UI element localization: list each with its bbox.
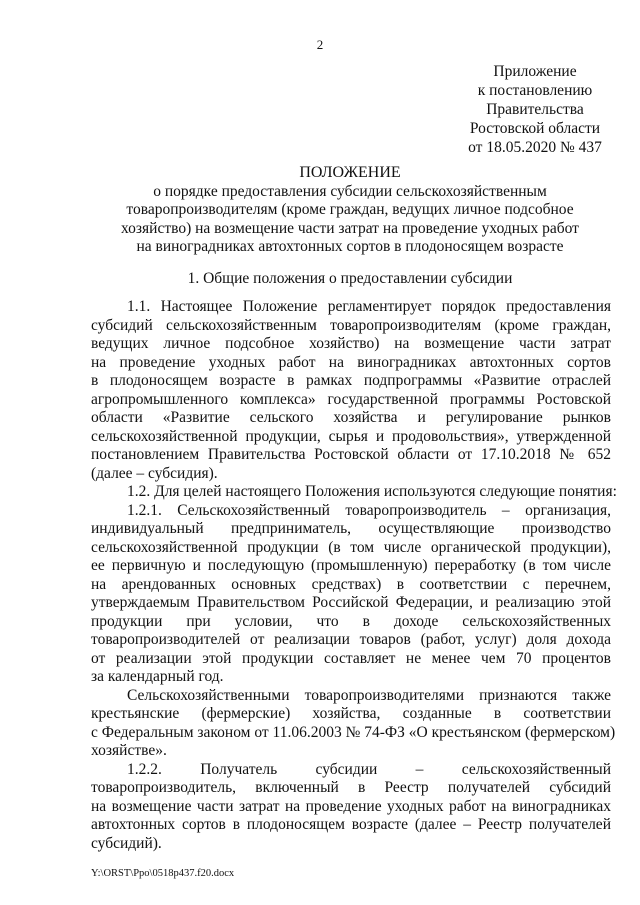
text-line: индивидуальный предприниматель, осуществляющие производство <box>91 520 611 537</box>
document-subtitle-line: о порядке предоставления субсидии сельскохозяйственным <box>153 182 547 200</box>
document-title-block <box>0 164 640 257</box>
appendix-line: Правительства <box>486 101 584 118</box>
appendix-line: Ростовской области <box>469 120 601 137</box>
appendix-line: от 18.05.2020 № 437 <box>468 139 602 156</box>
page-number: 2 <box>316 37 324 52</box>
text-line: (далее – субсидия). <box>91 464 218 482</box>
document-subtitle-line: на виноградниках автохтонных сортов в плодоносящем возрасте <box>136 238 564 255</box>
text-line: ведущих личное подсобное хозяйство) на возмещение части затрат <box>91 335 611 352</box>
appendix-block <box>440 62 630 157</box>
document-subtitle-line: хозяйство) на возмещение части затрат на проведение уходных работ <box>121 219 579 237</box>
text-line: на проведение уходных работ на виноградниках автохтонных сортов <box>91 353 611 371</box>
text-line: 1.2.1. Сельскохозяйственный товаропроизводитель – организация, <box>127 501 611 519</box>
text-line: крестьянские (фермерские) хозяйства, созданные в соответствии <box>91 705 611 722</box>
text-line: 1.1. Настоящее Положение регламентирует порядок предоставления <box>127 298 611 315</box>
text-line: субсидий). <box>91 834 162 852</box>
text-line: товаропроизводителей от реализации товаров (работ, услуг) доля дохода <box>91 631 611 648</box>
text-line: с Федеральным законом от 11.06.2003 № 74-ФЗ «О крестьянском (фермерском) <box>91 723 616 741</box>
text-line: субсидий сельскохозяйственным товаропроизводителям (кроме граждан, <box>91 316 611 334</box>
body-text <box>91 298 617 853</box>
text-line: 1.2.2. Получатель субсидии – сельскохозяйственный <box>127 760 611 778</box>
text-line: хозяйстве». <box>91 742 167 759</box>
text-line: сельскохозяйственной продукции, сырья и продовольствия», утвержденной <box>91 427 611 445</box>
text-line: области «Развитие сельского хозяйства и регулирование рынков <box>91 409 611 426</box>
text-line: продукции при условии, что в доходе сельскохозяйственных <box>91 612 611 630</box>
file-path-footer: Y:\ORST\Ppo\0518p437.f20.docx <box>91 868 235 879</box>
section-heading: 1. Общие положения о предоставлении субсидии <box>187 270 513 287</box>
text-line: сельскохозяйственной продукции (в том числе органической продукции), <box>91 538 611 556</box>
text-line: автохтонных сортов в плодоносящем возрасте (далее – Реестр получателей <box>91 816 611 833</box>
text-line: на арендованных основных средствах) в соответствии с перечнем, <box>91 575 611 593</box>
appendix-line: Приложение <box>493 63 577 80</box>
text-line: постановлением Правительства Ростовской области от 17.10.2018 № 652 <box>91 446 611 463</box>
text-line: агропромышленного комплекса» государственной программы Ростовской <box>91 390 611 408</box>
text-line: от реализации этой продукции составляет не менее чем 70 процентов <box>91 649 611 667</box>
text-line: 1.2. Для целей настоящего Положения используются следующие понятия: <box>127 483 617 500</box>
text-line: ее первичную и последующую (промышленную) переработку (в том числе <box>91 557 611 574</box>
document-title: ПОЛОЖЕНИЕ <box>299 164 401 181</box>
text-line: на возмещение части затрат на проведение уходных работ на виноградниках <box>91 797 611 815</box>
text-line: за календарный год. <box>91 668 224 685</box>
text-line: в плодоносящем возрасте в рамках подпрограммы «Развитие отраслей <box>91 372 611 389</box>
document-subtitle-line: товаропроизводителям (кроме граждан, ведущих личное подсобное <box>126 201 574 218</box>
text-line: утверждаемым Правительством Российской Федерации, и реализацию этой <box>91 594 611 611</box>
appendix-line: к постановлению <box>477 82 593 99</box>
text-line: Сельскохозяйственными товаропроизводителями признаются также <box>127 686 611 704</box>
text-line: товаропроизводитель, включенный в Реестр получателей субсидий <box>91 779 611 796</box>
